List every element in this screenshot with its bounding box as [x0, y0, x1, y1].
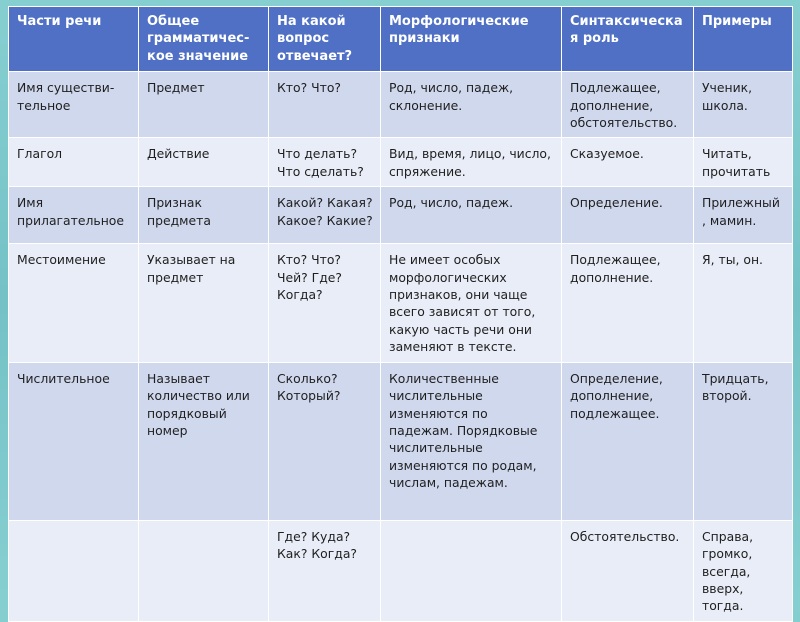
cell-morph: Не имеет особых морфологических признаков, они чаще всего зависят от того, какую часть речи они заменяют в тексте.: [381, 244, 562, 362]
header-parts-of-speech: Части речи: [9, 7, 139, 72]
slide-frame: [8, 6, 792, 614]
cell-question: Кто? Что? Чей? Где? Когда?: [269, 244, 381, 362]
cell-question: Сколько? Который?: [269, 362, 381, 520]
cell-examples: Справа, громко, всегда, вверх, тогда.: [694, 520, 793, 621]
cell-part: Имя существи-тельное: [9, 72, 139, 138]
cell-morph: [381, 520, 562, 621]
header-question: На какой вопрос отвечает?: [269, 7, 381, 72]
cell-morph: Род, число, падеж, склонение.: [381, 72, 562, 138]
cell-meaning: Признак предмета: [139, 187, 269, 244]
cell-meaning: Предмет: [139, 72, 269, 138]
table-row: [9, 187, 793, 244]
cell-examples: Я, ты, он.: [694, 244, 793, 362]
cell-part: Местоимение: [9, 244, 139, 362]
table-row: [9, 362, 793, 520]
cell-morph: Род, число, падеж.: [381, 187, 562, 244]
cell-part: [9, 520, 139, 621]
cell-question: Что делать? Что сделать?: [269, 138, 381, 187]
cell-syntax: Подлежащее, дополнение, обстоятельство.: [562, 72, 694, 138]
header-general-meaning: Общее грамматичес-кое значение: [139, 7, 269, 72]
table-row: [9, 244, 793, 362]
header-syntactic-role: Синтаксическа я роль: [562, 7, 694, 72]
table-row: [9, 520, 793, 621]
cell-syntax: Обстоятельство.: [562, 520, 694, 621]
cell-question: Кто? Что?: [269, 72, 381, 138]
cell-morph: Количественные числительные изменяются по падежам. Порядковые числительные изменяются по родам, числам, падежам.: [381, 362, 562, 520]
cell-part: Имя прилагательное: [9, 187, 139, 244]
cell-part: Числительное: [9, 362, 139, 520]
cell-morph: Вид, время, лицо, число, спряжение.: [381, 138, 562, 187]
header-morphological-features: Морфологические признаки: [381, 7, 562, 72]
cell-meaning: Указывает на предмет: [139, 244, 269, 362]
cell-syntax: Подлежащее, дополнение.: [562, 244, 694, 362]
cell-examples: Прилежный , мамин.: [694, 187, 793, 244]
cell-part: Глагол: [9, 138, 139, 187]
table-row: [9, 72, 793, 138]
cell-syntax: Определение.: [562, 187, 694, 244]
cell-examples: Ученик, школа.: [694, 72, 793, 138]
cell-meaning: Действие: [139, 138, 269, 187]
cell-meaning: [139, 520, 269, 621]
table-header-row: [9, 7, 793, 72]
cell-question: Где? Куда? Как? Когда?: [269, 520, 381, 621]
cell-question: Какой? Какая? Какое? Какие?: [269, 187, 381, 244]
cell-examples: Тридцать, второй.: [694, 362, 793, 520]
cell-syntax: Сказуемое.: [562, 138, 694, 187]
cell-meaning: Называет количество или порядковый номер: [139, 362, 269, 520]
header-examples: Примеры: [694, 7, 793, 72]
cell-examples: Читать, прочитать: [694, 138, 793, 187]
cell-syntax: Определение, дополнение, подлежащее.: [562, 362, 694, 520]
parts-of-speech-table: [8, 6, 793, 622]
table-row: [9, 138, 793, 187]
